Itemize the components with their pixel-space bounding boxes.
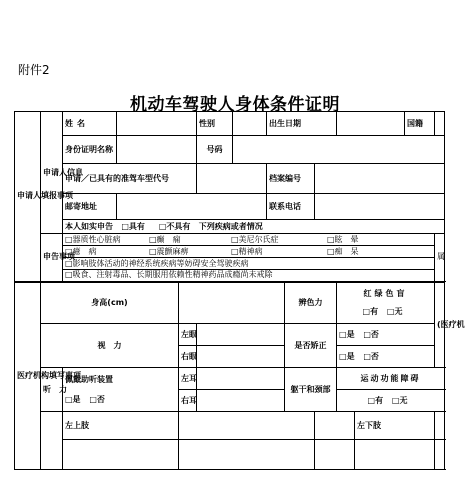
condition-dementia[interactable]: □痴 呆: [327, 246, 359, 256]
institution-cell: [435, 282, 465, 368]
left-lower-limb-field[interactable]: [435, 412, 445, 440]
limb-row-cell-5: [435, 440, 445, 470]
id-type-field[interactable]: [117, 136, 197, 164]
limb-row-cell-4: [355, 440, 435, 470]
right-ear-field[interactable]: [197, 390, 285, 412]
motor-yes[interactable]: □有: [367, 395, 384, 405]
condition-parkinsonism[interactable]: □震颤麻痹: [149, 246, 189, 256]
condition-neuro[interactable]: □影响肢体活动的神经系统疾病等妨碍安全驾驶疾病: [65, 258, 249, 268]
left-corrected-no[interactable]: □否: [363, 329, 379, 339]
has-checkbox[interactable]: □具有: [121, 221, 145, 231]
motor-choice-cell: [337, 390, 445, 412]
conditions-row-3: [63, 258, 435, 270]
right-edge-cell: [435, 234, 445, 282]
limb-blank-cell: [41, 412, 63, 470]
left-eye-label: 左眼: [179, 324, 197, 346]
declare-prompt: 本人如实申告: [65, 221, 113, 231]
limb-row-cell-1: [63, 440, 179, 470]
applicant-section-label: 申请人填报事项: [15, 112, 41, 282]
color-vision-label: 辨色力: [285, 282, 337, 324]
hearing-aid-yes[interactable]: □是: [65, 394, 81, 404]
conditions-intro: 下列疾病或者情况: [198, 221, 263, 231]
name-field[interactable]: [117, 112, 197, 136]
hearing-aid-label: 佩戴助听装置: [65, 374, 113, 384]
right-eye-field[interactable]: [197, 346, 285, 368]
nationality-label: 国籍: [405, 112, 435, 136]
corrected-label: 是否矫正: [285, 324, 337, 368]
upper-spacer-cell: [315, 412, 355, 440]
color-blind-no[interactable]: □无: [386, 306, 403, 316]
left-upper-limb-label: 左上肢: [63, 412, 179, 440]
phone-field[interactable]: [315, 194, 445, 220]
right-eye-label: 右眼: [179, 346, 197, 368]
motor-label: 运动功能障碍: [337, 368, 445, 390]
left-ear-label: 左耳: [179, 368, 197, 390]
phone-label: 联系电话: [267, 194, 315, 220]
condition-drugs[interactable]: □吸食、注射毒品、长期服用依赖性精神药品成瘾尚未戒除: [65, 270, 273, 280]
conditions-row-1: [63, 234, 435, 246]
birth-field[interactable]: [337, 112, 405, 136]
declaration-line: [63, 220, 445, 234]
torso-label: 躯干和颈部: [285, 368, 337, 412]
name-label: 姓名: [63, 112, 117, 136]
limb-row-cell-3: [315, 440, 355, 470]
hearing-label: 听 力: [41, 368, 63, 412]
left-eye-field[interactable]: [197, 324, 285, 346]
not-has-checkbox[interactable]: □不具有: [158, 221, 191, 231]
form-table: [14, 111, 465, 470]
medical-section-label: 医疗机构填写事项: [15, 282, 41, 470]
id-number-label: 号码: [197, 136, 233, 164]
gender-field[interactable]: [233, 112, 267, 136]
applicant-info-label: 申请人信息: [41, 112, 63, 234]
id-number-field[interactable]: [233, 136, 445, 164]
license-class-field[interactable]: [197, 164, 267, 194]
hearing-aid-no[interactable]: □否: [89, 394, 105, 404]
height-label: 身高(cm): [41, 282, 179, 324]
file-number-label: 档案编号: [267, 164, 315, 194]
left-corrected-cell: [337, 324, 435, 346]
condition-vertigo[interactable]: □眩 晕: [327, 234, 359, 244]
right-corrected-no[interactable]: □否: [363, 351, 379, 361]
license-class-label: 申请／已具有的准驾车型代号: [63, 164, 197, 194]
condition-hysteria[interactable]: □癔 病: [65, 246, 97, 256]
conditions-row-4: [63, 270, 435, 282]
declare-group-label: 申告事项: [41, 234, 63, 282]
limb-row-cell-2: [179, 440, 315, 470]
left-ear-field[interactable]: [197, 368, 285, 390]
right-corrected-yes[interactable]: □是: [339, 351, 355, 361]
id-type-label: 身份证明名称: [63, 136, 117, 164]
birth-label: 出生日期: [267, 112, 337, 136]
page-title: 机动车驾驶人身体条件证明: [130, 95, 340, 115]
address-label: 邮寄地址: [63, 194, 117, 220]
nationality-field[interactable]: [435, 112, 445, 136]
file-number-field[interactable]: [315, 164, 445, 194]
color-blind-yes[interactable]: □有: [362, 306, 379, 316]
right-edge-text: 属: [437, 252, 446, 262]
hearing-aid-cell: [63, 368, 179, 412]
conditions-row-2: [63, 246, 435, 258]
attachment-label: 附件2: [18, 63, 50, 77]
institution-label: (医疗机: [437, 319, 465, 329]
condition-psychosis[interactable]: □精神病: [231, 246, 263, 256]
vision-label: 视 力: [41, 324, 179, 368]
height-field[interactable]: [179, 282, 285, 324]
color-blind-label: 红绿色盲: [363, 288, 408, 298]
left-corrected-yes[interactable]: □是: [339, 329, 355, 339]
gender-label: 性别: [197, 112, 233, 136]
motor-no[interactable]: □无: [391, 395, 408, 405]
condition-heart-disease[interactable]: □器质性心脏病: [65, 234, 121, 244]
right-corrected-cell: [337, 346, 435, 368]
color-blind-cell: [337, 282, 435, 324]
left-lower-limb-label: 左下肢: [355, 412, 435, 440]
address-field[interactable]: [117, 194, 267, 220]
right-ear-label: 右耳: [179, 390, 197, 412]
left-upper-limb-field[interactable]: [179, 412, 315, 440]
condition-epilepsy[interactable]: □癫 痫: [149, 234, 181, 244]
condition-meniere[interactable]: □美尼尔氏症: [231, 234, 279, 244]
